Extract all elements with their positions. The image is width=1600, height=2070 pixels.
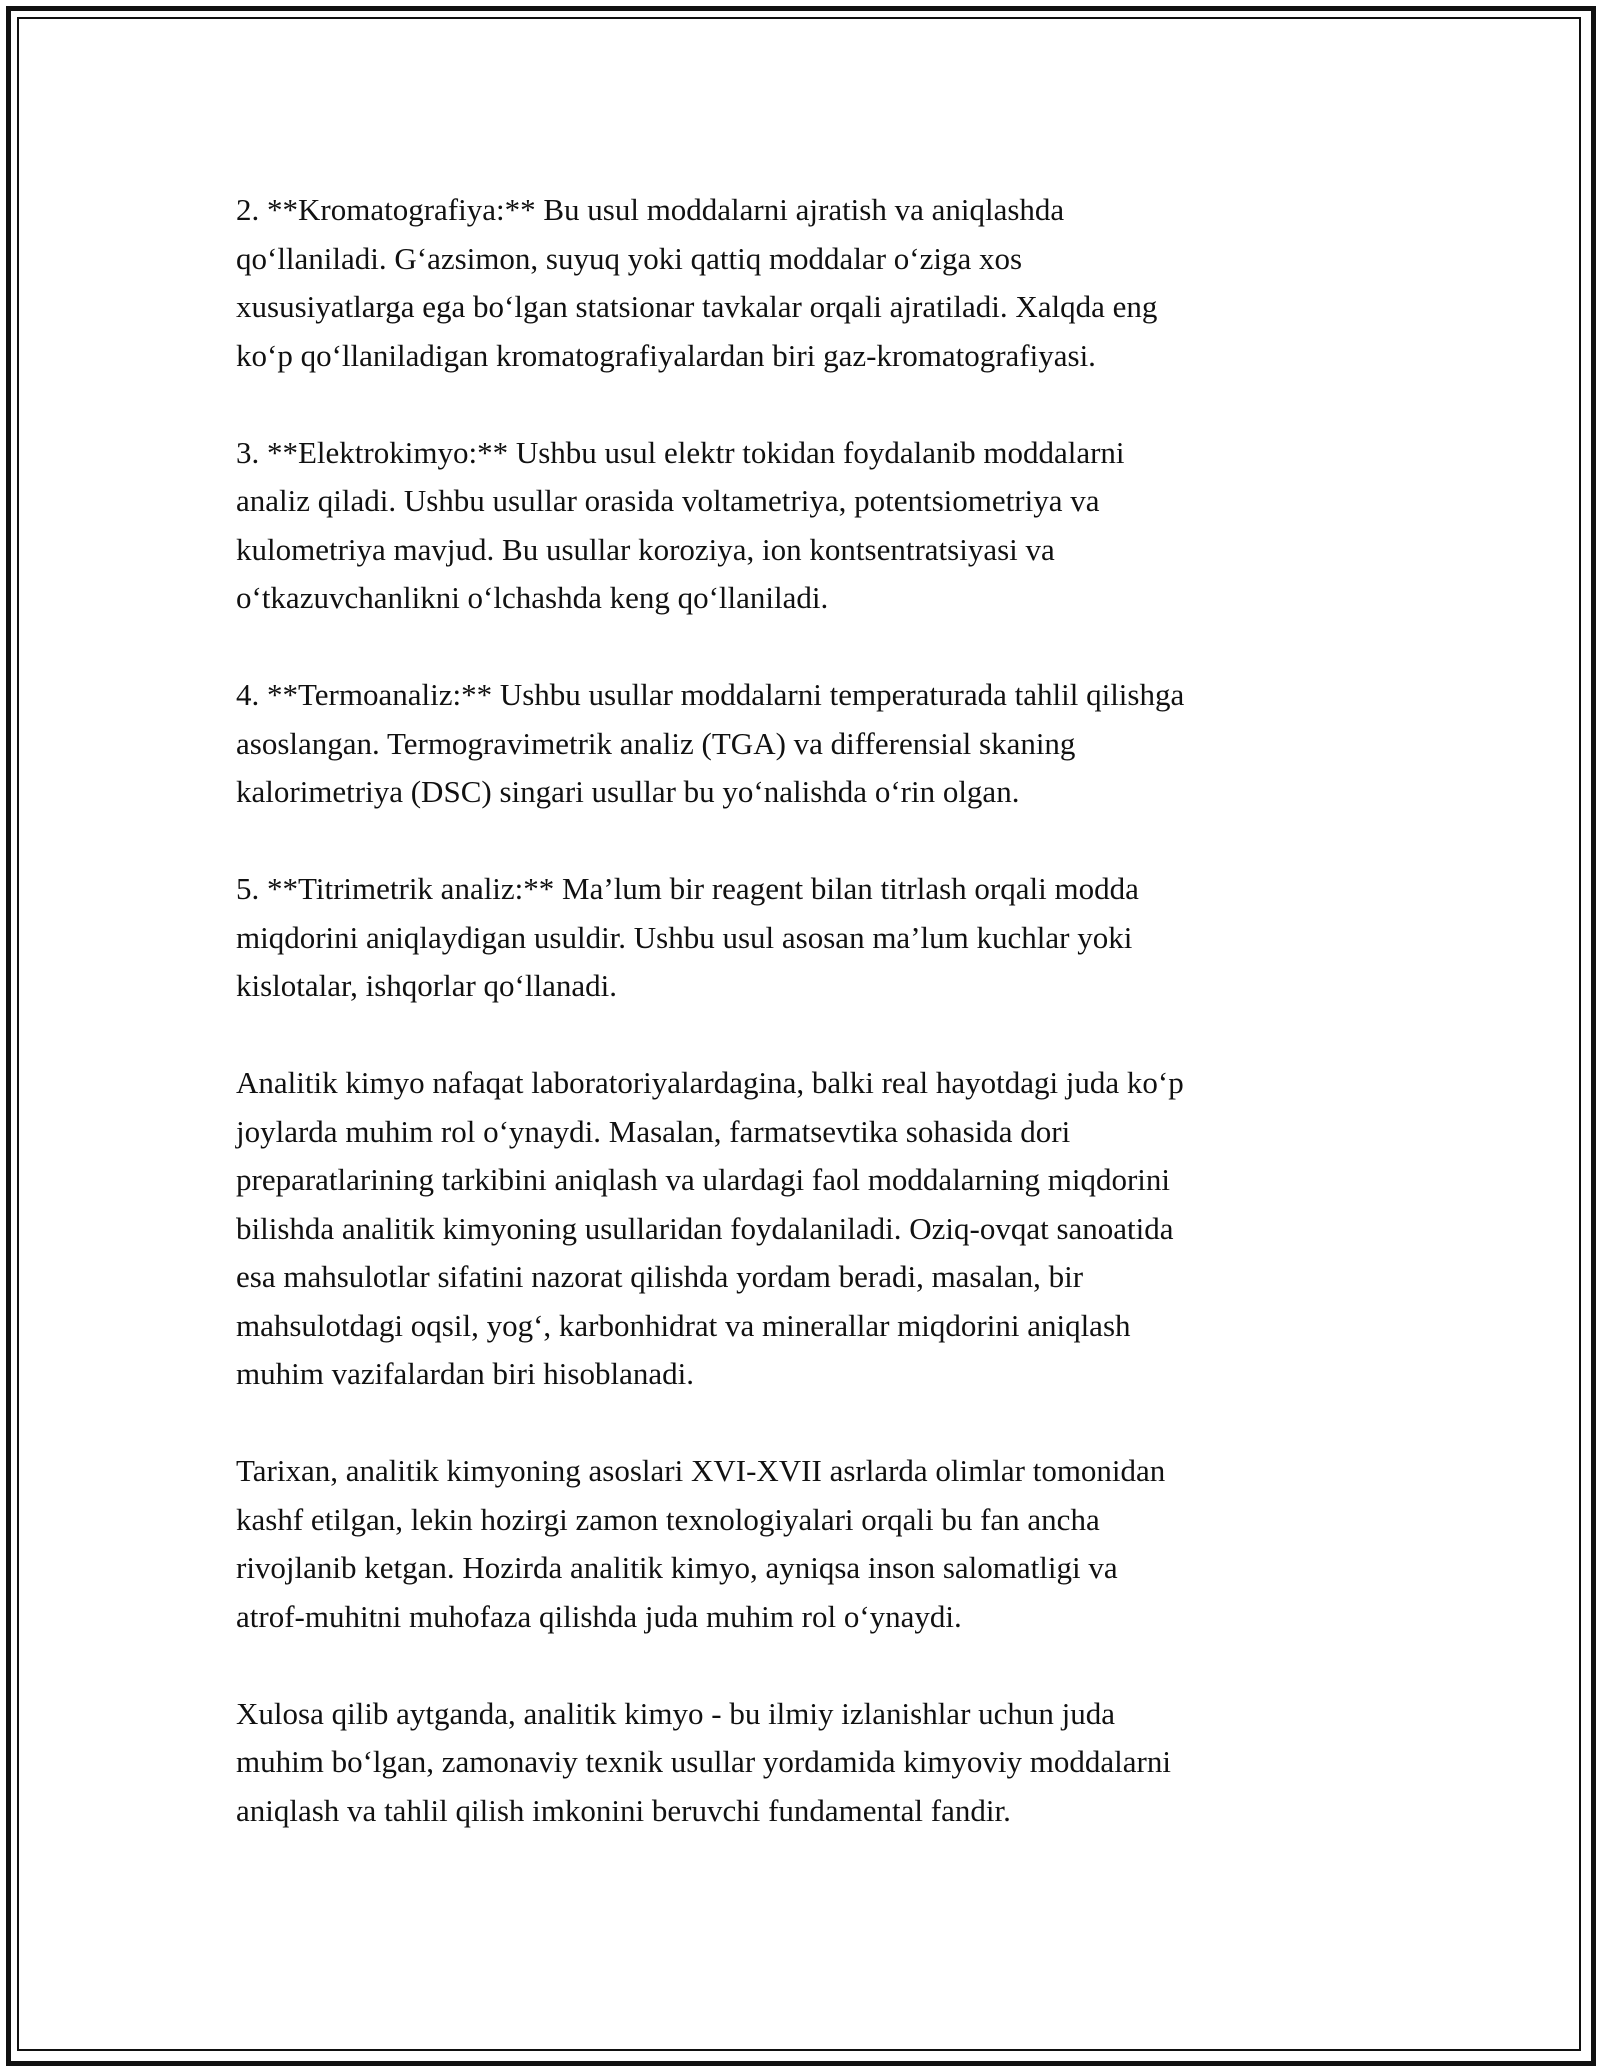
text-line: asoslangan. Termogravimetrik analiz (TGA) va differensial skaning	[236, 725, 1076, 761]
text-line: kashf etilgan, lekin hozirgi zamon texnologiyalari orqali bu fan ancha	[236, 1501, 1100, 1537]
text-line: preparatlarining tarkibini aniqlash va ulardagi faol moddalarning miqdorini	[236, 1162, 1171, 1197]
text-line: miqdorini aniqlaydigan usuldir. Ushbu usul asosan ma’lum kuchlar yoki	[236, 919, 1133, 955]
text-line: analiz qiladi. Ushbu usullar orasida voltametriya, potentsiometriya va	[236, 483, 1100, 518]
text-line: ko‘p qo‘llaniladigan kromatografiyalardan biri gaz-kromatografiyasi.	[236, 337, 1096, 373]
text-line: esa mahsulotlar sifatini nazorat qilishda yordam beradi, masalan, bir	[236, 1259, 1084, 1294]
paragraph-analitik-kimyo-hayotda	[236, 1059, 1386, 1399]
text-line: o‘tkazuvchanlikni o‘lchashda keng qo‘llaniladi.	[236, 580, 829, 615]
text-line: kalorimetriya (DSC) singari usullar bu yo‘nalishda o‘rin olgan.	[236, 774, 1020, 809]
text-line: 3. **Elektrokimyo:** Ushbu usul elektr tokidan foydalanib moddalarni	[236, 434, 1125, 470]
text-line: muhim vazifalardan biri hisoblanadi.	[236, 1356, 694, 1391]
text-line: rivojlanib ketgan. Hozirda analitik kimyo, ayniqsa inson salomatligi va	[236, 1550, 1118, 1585]
document-body	[236, 186, 1386, 1835]
text-line: kulometriya mavjud. Bu usullar koroziya, ion kontsentratsiyasi va	[236, 531, 1055, 567]
paragraph-titrimetrik-analiz	[236, 865, 1386, 1011]
text-line: Analitik kimyo nafaqat laboratoriyalardagina, balki real hayotdagi juda ko‘p	[236, 1065, 1184, 1100]
text-line: Tarixan, analitik kimyoning asoslari XVI-XVII asrlarda olimlar tomonidan	[236, 1453, 1166, 1488]
text-line: Xulosa qilib aytganda, analitik kimyo - bu ilmiy izlanishlar uchun juda	[236, 1695, 1116, 1731]
text-line: aniqlash va tahlil qilish imkonini beruvchi fundamental fandir.	[236, 1792, 1011, 1828]
paragraph-tarixan	[236, 1447, 1386, 1641]
text-line: joylarda muhim rol o‘ynaydi. Masalan, farmatsevtika sohasida dori	[236, 1113, 1071, 1149]
paragraph-elektrokimyo	[236, 429, 1386, 623]
paragraph-kromatografiya	[236, 186, 1386, 380]
text-line: 4. **Termoanaliz:** Ushbu usullar moddalarni temperaturada tahlil qilishga	[236, 677, 1185, 712]
text-line: muhim bo‘lgan, zamonaviy texnik usullar yordamida kimyoviy moddalarni	[236, 1744, 1171, 1779]
text-line: kislotalar, ishqorlar qo‘llanadi.	[236, 968, 617, 1003]
text-line: xususiyatlarga ega bo‘lgan statsionar tavkalar orqali ajratiladi. Xalqda eng	[236, 289, 1158, 324]
text-line: mahsulotdagi oqsil, yog‘, karbonhidrat va minerallar miqdorini aniqlash	[236, 1307, 1131, 1343]
text-line: bilishda analitik kimyoning usullaridan foydalaniladi. Oziq-ovqat sanoatida	[236, 1210, 1174, 1246]
paragraph-xulosa	[236, 1690, 1386, 1836]
text-line: 5. **Titrimetrik analiz:** Ma’lum bir reagent bilan titrlash orqali modda	[236, 871, 1139, 906]
text-line: atrof-muhitni muhofaza qilishda juda muhim rol o‘ynaydi.	[236, 1598, 962, 1634]
text-line: 2. **Kromatografiya:** Bu usul moddalarni ajratish va aniqlashda	[236, 192, 1065, 227]
text-line: qo‘llaniladi. G‘azsimon, suyuq yoki qattiq moddalar o‘ziga xos	[236, 240, 1023, 276]
paragraph-termoanaliz	[236, 671, 1386, 817]
